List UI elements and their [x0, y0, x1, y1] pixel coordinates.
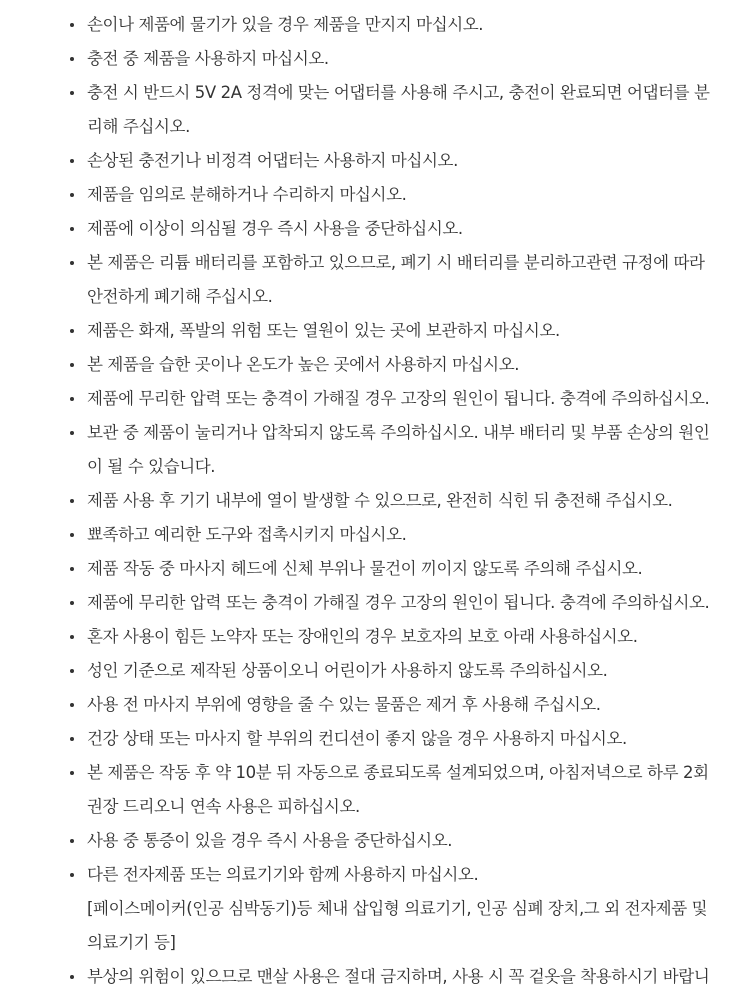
list-item — [87, 620, 697, 654]
list-item-text: 제품에 이상이 의심될 경우 즉시 사용을 중단하십시오. — [87, 219, 463, 238]
bullet-icon — [70, 227, 74, 231]
bullet-icon — [70, 57, 74, 61]
list-item — [87, 756, 709, 824]
list-item-text: 보관 중 제품이 눌리거나 압착되지 않도록 주의하십시오. 내부 배터리 및 부품 손상의 원인 — [87, 423, 710, 442]
list-item-text: 리해 주십시오. — [87, 117, 190, 136]
bullet-icon — [70, 669, 74, 673]
list-item-text: 충전 시 반드시 5V 2A 정격에 맞는 어댑터를 사용해 주시고, 충전이 완료되면 어댑터를 분 — [87, 83, 710, 102]
list-item — [87, 858, 708, 960]
list-item-text: 이 될 수 있습니다. — [87, 457, 216, 476]
list-item — [87, 212, 697, 246]
bullet-icon — [70, 737, 74, 741]
bullet-icon — [70, 873, 74, 877]
bullet-icon — [70, 635, 74, 639]
list-item — [87, 144, 697, 178]
list-item — [87, 76, 710, 144]
bullet-icon — [70, 397, 74, 401]
list-item-text: 혼자 사용이 힘든 노약자 또는 장애인의 경우 보호자의 보호 아래 사용하십시오. — [87, 627, 638, 646]
bullet-icon — [70, 363, 74, 367]
list-item-text: 손이나 제품에 물기가 있을 경우 제품을 만지지 마십시오. — [87, 15, 484, 34]
bullet-icon — [70, 329, 74, 333]
bullet-icon — [70, 431, 74, 435]
bullet-icon — [70, 703, 74, 707]
bullet-icon — [70, 91, 74, 95]
list-item-text: 뾰족하고 예리한 도구와 접촉시키지 마십시오. — [87, 525, 407, 544]
list-item — [87, 552, 697, 586]
bullet-icon — [70, 567, 74, 571]
list-item — [87, 382, 710, 416]
list-item-text: 본 제품을 습한 곳이나 온도가 높은 곳에서 사용하지 마십시오. — [87, 355, 520, 374]
list-item — [87, 8, 697, 42]
list-item-text: 사용 중 통증이 있을 경우 즉시 사용을 중단하십시오. — [87, 831, 453, 850]
list-item-text: 본 제품은 작동 후 약 10분 뒤 자동으로 종료되도록 설계되었으며, 아침저녁으로 하루 2회 — [87, 763, 709, 782]
list-item — [87, 246, 705, 314]
list-item-text — [87, 0, 697, 8]
list-item-text: 제품에 무리한 압력 또는 충격이 가해질 경우 고장의 원인이 됩니다. 충격에 주의하십시오. — [87, 593, 710, 612]
list-item — [87, 0, 697, 8]
list-item-text: 제품은 화재, 폭발의 위험 또는 열원이 있는 곳에 보관하지 마십시오. — [87, 321, 560, 340]
bullet-icon — [70, 771, 74, 775]
list-item — [87, 416, 710, 484]
list-item-text: 안전하게 폐기해 주십시오. — [87, 287, 273, 306]
list-item — [87, 484, 697, 518]
list-item — [87, 688, 697, 722]
list-item — [87, 42, 697, 76]
bullet-icon — [70, 23, 74, 27]
list-item-text: 부상의 위험이 있으므로 맨살 사용은 절대 금지하며, 사용 시 꼭 겉옷을 착용하시기 바랍니 — [87, 967, 710, 986]
list-item-text: 의료기기 등] — [87, 933, 176, 952]
bullet-icon — [70, 261, 74, 265]
bullet-icon — [70, 601, 74, 605]
list-item — [87, 586, 710, 620]
list-item-text: 제품에 무리한 압력 또는 충격이 가해질 경우 고장의 원인이 됩니다. 충격에 주의하십시오. — [87, 389, 710, 408]
bullet-icon — [70, 159, 74, 163]
list-item-text: 권장 드리오니 연속 사용은 피하십시오. — [87, 797, 360, 816]
list-item — [87, 348, 697, 382]
list-item-text: 다른 전자제품 또는 의료기기와 함께 사용하지 마십시오. — [87, 865, 479, 884]
list-item — [87, 722, 697, 756]
bullet-icon — [70, 533, 74, 537]
list-item — [87, 824, 697, 858]
list-item — [87, 518, 697, 552]
list-item-text: [페이스메이커(인공 심박동기)등 체내 삽입형 의료기기, 인공 심폐 장치,그 외 전자제품 및 — [87, 899, 708, 918]
bullet-icon — [70, 975, 74, 979]
list-item-text: 충전 중 제품을 사용하지 마십시오. — [87, 49, 329, 68]
list-item-text: 사용 전 마사지 부위에 영향을 줄 수 있는 물품은 제거 후 사용해 주십시오. — [87, 695, 601, 714]
bullet-icon — [70, 193, 74, 197]
list-item-text: 본 제품은 리튬 배터리를 포함하고 있으므로, 폐기 시 배터리를 분리하고관련 규정에 따라 — [87, 253, 705, 272]
list-item — [87, 178, 697, 212]
list-item-text: 손상된 충전기나 비정격 어댑터는 사용하지 마십시오. — [87, 151, 458, 170]
list-item-text: 건강 상태 또는 마사지 할 부위의 컨디션이 좋지 않을 경우 사용하지 마십시오. — [87, 729, 627, 748]
list-item — [87, 960, 710, 994]
list-item — [87, 654, 697, 688]
bullet-icon — [70, 839, 74, 843]
bullet-icon — [70, 499, 74, 503]
list-item-text: 제품 작동 중 마사지 헤드에 신체 부위나 물건이 끼이지 않도록 주의해 주십시오. — [87, 559, 643, 578]
list-item-text: 성인 기준으로 제작된 상품이오니 어린이가 사용하지 않도록 주의하십시오. — [87, 661, 608, 680]
list-item-text: 제품 사용 후 기기 내부에 열이 발생할 수 있으므로, 완전히 식힌 뒤 충전해 주십시오. — [87, 491, 673, 510]
list-item-text: 제품을 임의로 분해하거나 수리하지 마십시오. — [87, 185, 407, 204]
list-item — [87, 314, 697, 348]
